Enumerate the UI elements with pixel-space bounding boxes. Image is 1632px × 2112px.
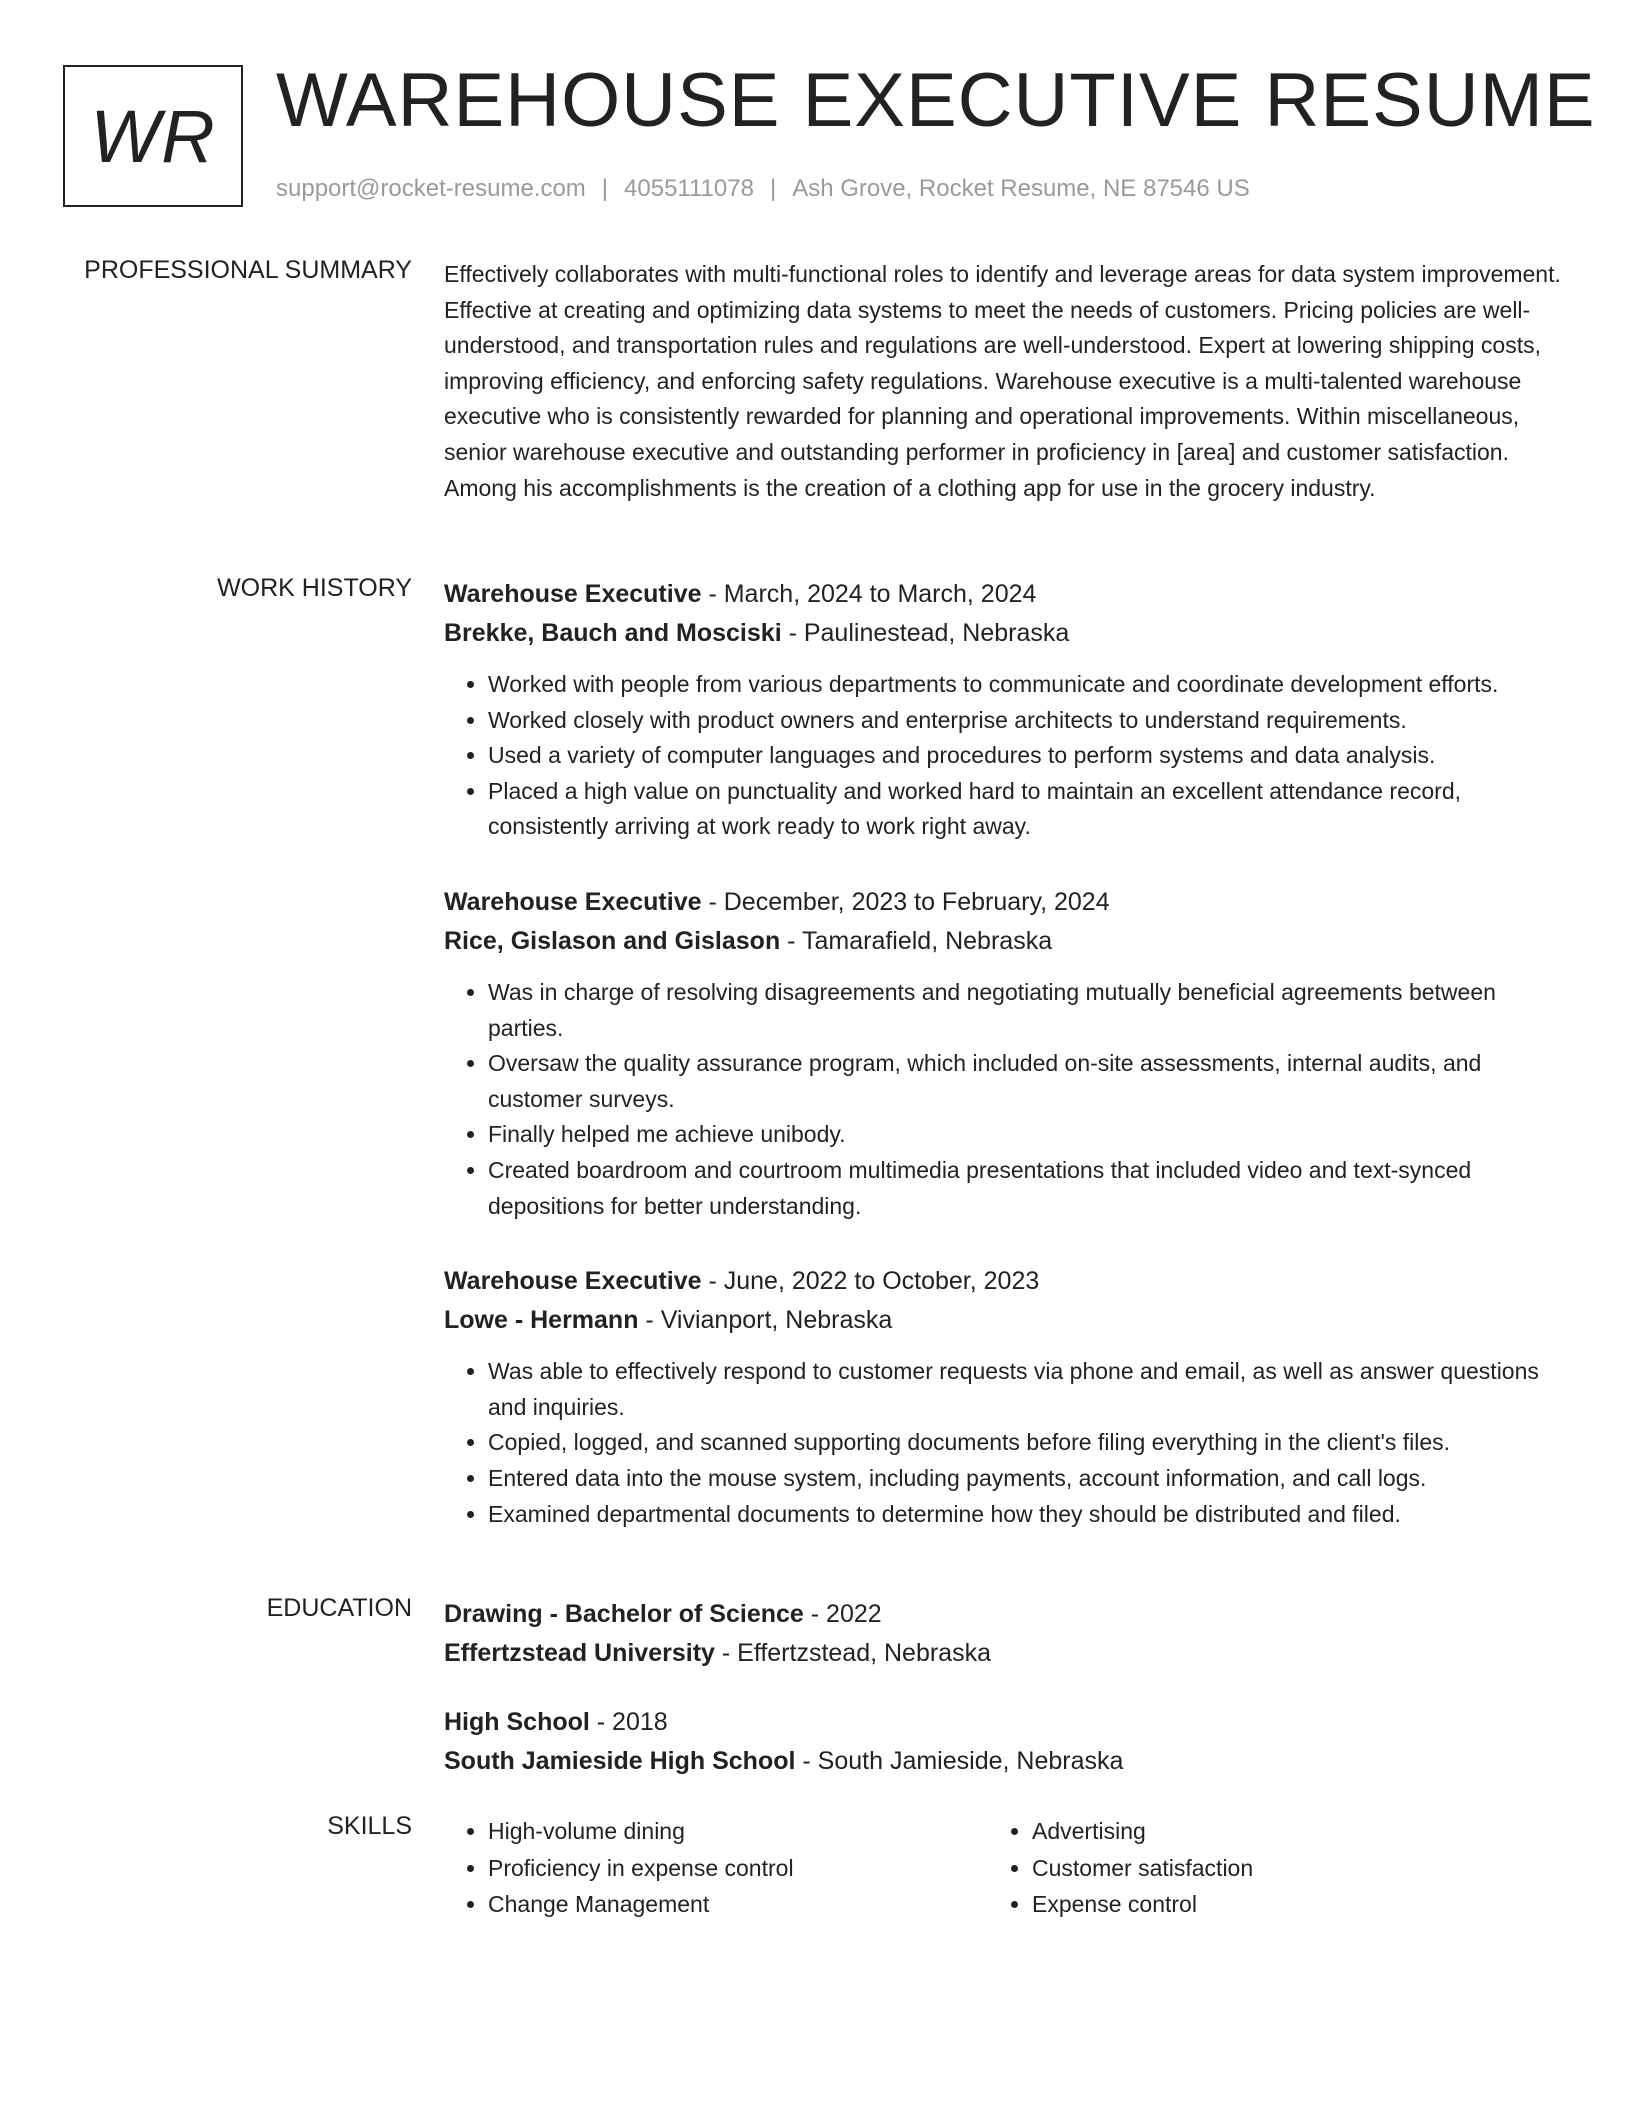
monogram-logo: WR (63, 65, 243, 207)
education-entry (444, 1703, 1564, 1781)
resume-title: WAREHOUSE EXECUTIVE RESUME (276, 58, 1596, 143)
job-location: - Tamarafield, Nebraska (780, 926, 1053, 955)
contact-separator: | (769, 175, 777, 202)
work-history-body (444, 575, 1564, 1532)
summary-text: Effectively collaborates with multi-functional roles to identify and leverage areas for data system improvement. Effective at creating and optimizing data systems to meet the needs of customers. Pricing policies are well-understood, and transportation rules and regulations are well-understood. Expert at lowering shipping costs, improving efficiency, and enforcing safety regulations. Warehouse executive is a multi-talented warehouse executive who is consistently rewarded for planning and operational improvements. Within miscellaneous, senior warehouse executive and outstanding performer in proficiency in [area] and customer satisfaction. Among his accomplishments is the creation of a clothing app for use in the grocery industry. (444, 261, 1561, 501)
job-bullets (444, 1354, 1564, 1532)
job-company-line (444, 1301, 1564, 1340)
job-bullet: • Examined departmental documents to determine how they should be distributed and filed. (488, 1497, 1564, 1533)
job-bullets (444, 667, 1564, 845)
job-bullet: • Entered data into the mouse system, including payments, account information, and call logs. (488, 1461, 1564, 1497)
skill-item: • Advertising (1032, 1813, 1532, 1850)
job-title-line (444, 883, 1564, 922)
education-degree: High School (444, 1708, 590, 1736)
education-degree: Drawing - Bachelor of Science (444, 1600, 804, 1628)
job-entry (444, 883, 1564, 1224)
job-company: Lowe - Hermann (444, 1306, 639, 1335)
job-entry (444, 1262, 1564, 1532)
job-bullet: • Placed a high value on punctuality and worked hard to maintain an excellent attendance record, consistently arriving at work ready to work right away. (488, 774, 1564, 845)
contact-address: Ash Grove, Rocket Resume, NE 87546 US (792, 175, 1250, 202)
contact-phone[interactable]: 4055111078 (624, 175, 754, 202)
education-school-line (444, 1634, 1564, 1673)
education-degree-line (444, 1595, 1564, 1634)
job-bullet: • Copied, logged, and scanned supporting documents before filing everything in the client's files. (488, 1425, 1564, 1461)
job-company: Brekke, Bauch and Mosciski (444, 619, 782, 647)
education-school-line (444, 1742, 1564, 1781)
education-degree-line (444, 1703, 1564, 1742)
job-dates: - June, 2022 to October, 2023 (701, 1267, 1040, 1296)
job-dates: - December, 2023 to February, 2024 (701, 887, 1110, 916)
job-company-line (444, 922, 1564, 961)
job-bullet: • Worked with people from various departments to communicate and coordinate development efforts. (488, 667, 1564, 703)
section-label-work-history: WORK HISTORY (217, 574, 412, 602)
job-title: Warehouse Executive (444, 1267, 702, 1296)
job-dates: - March, 2024 to March, 2024 (701, 580, 1037, 608)
job-location: - Paulinestead, Nebraska (781, 619, 1070, 647)
contact-separator: | (601, 175, 609, 202)
education-location: - Effertzstead, Nebraska (714, 1639, 991, 1667)
job-bullet: • Worked closely with product owners and enterprise architects to understand requirements. (488, 703, 1564, 739)
job-bullet: • Used a variety of computer languages and procedures to perform systems and data analysis. (488, 738, 1564, 774)
job-bullet: • Was able to effectively respond to customer requests via phone and email, as well as answer questions and inquiries. (488, 1354, 1564, 1425)
skill-item: • Proficiency in expense control (488, 1850, 988, 1887)
section-label-skills: SKILLS (327, 1812, 412, 1840)
contact-line (276, 174, 1250, 204)
education-school: Effertzstead University (444, 1639, 715, 1667)
job-bullet: • Was in charge of resolving disagreements and negotiating mutually beneficial agreements between parties. (488, 975, 1564, 1046)
job-bullet: • Created boardroom and courtroom multimedia presentations that included video and text-synced depositions for better understanding. (488, 1153, 1564, 1224)
job-location: - Vivianport, Nebraska (638, 1306, 893, 1335)
skill-item: • Change Management (488, 1886, 988, 1923)
job-entry (444, 575, 1564, 845)
section-label-summary: PROFESSIONAL SUMMARY (84, 256, 412, 284)
job-bullets (444, 975, 1564, 1224)
education-location: - South Jamieside, Nebraska (795, 1747, 1124, 1775)
skill-item: • High-volume dining (488, 1813, 988, 1850)
section-label-education: EDUCATION (266, 1594, 412, 1622)
education-entry (444, 1595, 1564, 1673)
job-title-line (444, 575, 1564, 614)
education-school: South Jamieside High School (444, 1747, 796, 1775)
job-title: Warehouse Executive (444, 887, 702, 916)
education-year: - 2018 (589, 1708, 668, 1736)
job-title-line (444, 1262, 1564, 1301)
job-bullet: • Oversaw the quality assurance program, which included on-site assessments, internal audits, and customer surveys. (488, 1046, 1564, 1117)
skills-body (444, 1813, 1564, 1923)
job-company: Rice, Gislason and Gislason (444, 926, 781, 955)
skill-item: • Customer satisfaction (1032, 1850, 1532, 1887)
contact-email[interactable]: support@rocket-resume.com (276, 175, 586, 202)
job-title: Warehouse Executive (444, 580, 702, 608)
skill-item: • Expense control (1032, 1886, 1532, 1923)
education-year: - 2022 (803, 1600, 882, 1628)
education-body (444, 1595, 1564, 1781)
skills-list-left (444, 1813, 988, 1923)
skills-list-right (988, 1813, 1532, 1923)
job-bullet: • Finally helped me achieve unibody. (488, 1117, 1564, 1153)
job-company-line (444, 614, 1564, 653)
